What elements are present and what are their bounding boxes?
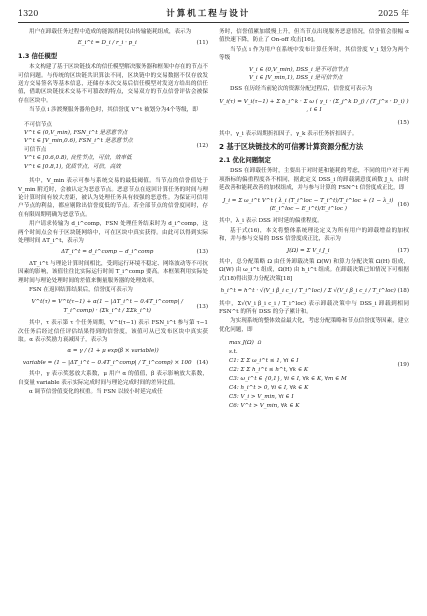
paragraph: 其中，γ_i 表示周期折扣因子，γ_k 表示任务折扣因子。 [219,131,358,138]
equation-12 [18,118,208,174]
equation-number: (15) [397,119,409,126]
paragraph: 当节点 i 作为用户在系统中发布计算任务时，其信誉度 V_i 划分为两个等级 [219,46,409,62]
constraint-c4: C4: h_i^t > 0, ∀i ∈ I, ∀k ∈ K [229,385,309,392]
case-row: V_i ∈ [V_min,1), DSS_i 是可信节点 [249,75,343,82]
constraint-c5: C5: V_i > V_min, ∀i ∈ I [229,394,294,401]
equation-number: (14) [196,359,208,366]
equation-body: ΔT_i^t = d_i^comp − d_i^comp [61,249,154,256]
case-row: V^t ∈ [0.6,0.8), 良性节点，可信，效率低 [24,155,132,162]
equation-15b [18,359,208,367]
paragraph: 用户在卸载任务过程中造成的能源消耗仅由传输能耗组成，表示为 [29,29,192,35]
equation-17 [219,247,409,255]
objective-subscript: Ω [257,341,262,347]
case-row: V^t ∈ [V_min,0.6), FSN_i^t 是恶意节点 [24,138,133,145]
subject-to: s.t. [229,349,238,356]
paragraph: α 调节信誉值变化的权重。当 FSN 以较小时延完成任 [29,389,163,396]
page-number: 1320 [18,8,39,18]
case-row: V_i ∈ (0,V_min), DSS_i 是不可信节点 [249,66,349,73]
equation-body: J_i = Σ ω_i^t V^t ( λ_i (T_i^loc − T_i^t)/T_i^loc + (1 − λ_i) (E_i^loc − E_i^t)/E_i^loc ) [223,197,394,212]
section-heading: 2 基于区块链技术的可信雾计算资源分配方法 [219,142,364,152]
equation-body: V^t(τ) = V^t(τ−1) + α(1 − |ΔT_i^t − 0.4T_i^comp| / T_i^comp) · (Σk_i^t / ΣΣk_i^t) [31,299,184,314]
paragraph: 当节点 i 涉渡聚服务器角色时，其信誉度 V^t 被划分为4个等级，即 [29,107,198,114]
equation-number: (12) [196,142,208,149]
right-column [219,28,409,416]
paragraph: 务时，信誉值累加缓慢上升，但当节点出现服务恶意情况，信誉值会很幅 α 值快速下降，防止了 On-off 攻击[16]。 [219,29,409,44]
subsection-heading: 2.1 优化问题制定 [219,155,271,164]
piecewise-cases [249,66,409,83]
equation-number: (19) [397,362,409,369]
paragraph: 用户请求传输为 d_i^comp，FSN 处理任务结束时为 d_i^comp，这两个时间点会有于区块链网络中，可在区块中真实获得。由此可以得到实际处理时间 ΔT_i^t，表示为 [18,221,208,244]
constraint-c3: C3: ω_i^t ∈ {0,1}, ∀i ∈ I, ∀k ∈ K, ∀m ∈ M [229,376,347,383]
equation-body: h_i^t = h^t · √(V_i β_i c_i / T_i^loc) / Σ √(V_i β_i c_i / T_i^loc) [220,288,396,295]
paragraph: 其中，τ 表示第 τ 个任务周期，V^t(τ−1) 表示 FSN_i^t 参与第 τ−1 次任务后经过信任评估结果得到的信誉度，该值可从已发布区块中真实获取。α 表示奖励力衰减因子，表示为 [18,320,208,343]
equation-18 [219,287,409,295]
paragraph: ΔT_i^t 与理论计算时间相比，受到运行环境不稳定、网络波动等不可抗因素的影响，该值往往比实际运行时间 T_i^comp 要高。本框架利用实际处理时间与理论处理时间的差值来衡量服务器的处理效率。 [18,260,208,284]
equation-15 [219,98,409,115]
paragraph: 本文构建了基于区块链技术的信任模型解决服务器和框架中存在的节点不可信问题。与传统的区块链共识算法不同，区块链中的交易数据不仅存放发送方交易签名等基本信息，还储存本次交易后信任模型对发送方给出的信任值，借助区块链技术交易不可篡改的特点，交易双方的节点信誉评估会被保存在区块中。 [18,64,209,104]
paragraph: 其中，V_min 表示可参与系统交易的最低阈值。当节点的信誉值处于 V_min 附近时，会被认定为恶意节点。恶意节点在返回计算任务的时间与理论计算时间有较大差距，被认为处理任务具有较强的恶意性。为保证可信用户节点的利益，都应剔除出信誉度低的节点。若全部节点的信誉度同时，存在有限周期明确为恶意节点。 [18,178,208,218]
equation-number: (17) [397,247,409,254]
equation-16 [219,197,409,214]
case-label: 不可信节点 [24,121,52,128]
equation-11 [18,39,208,47]
equation-number: (13) [196,303,208,310]
equation-14 [18,298,208,315]
equation-body: J(Ω) = Σ V_i J_i [287,247,330,254]
equation-number: (16) [397,201,409,208]
case-label: 可信节点 [24,146,47,153]
optimization-problem [229,339,347,411]
objective-text: max J(Ω) [229,340,254,347]
equation-number: (11) [196,40,208,47]
journal-title: 计算机工程与设计 [166,9,251,19]
equation-body: variable = (1 − |ΔT_i^t − 0.4T_i^comp| / T_i^comp) × 100 [22,359,192,366]
constraint-c2: C2: Σ Σ h_i^t ≤ h^t, ∀k ∈ K [229,367,309,374]
paragraph: DSS 在历经当前轮次的资源分配过程后，信誉度可表示为 [230,86,373,93]
paragraph: DSS 在卸载任务时，主要出于对时延和能耗的考虑，不同的用户对于两项指标的偏重程度各不相同，据此定义 DSS_i 的卸载满意度函数 J_i，由时延改善和能耗改善的加权组成，并与参与计算的 FSN^t 信誉度成正比，即 [219,168,409,192]
constraint-c6: C6: V^t > V_min, ∀k ∈ K [229,403,300,410]
equation-number-row [219,119,409,127]
equation-19 [219,337,409,413]
paragraph: 其中，γ 表示奖惩放大系数，μ 用户 α 的值值，β 表示影响放大系数，自变量 variable 表示实际完成时间与理论完成时间的差异比值。 [18,371,208,386]
equation-number: (18) [397,288,409,295]
equation-body: E_i^t = D_i / r_i · p_i [77,40,137,47]
publication-year: 2025 年 [378,8,409,18]
case-row: V^t ∈ [0.8,1), 优质节点，可信，高效 [24,163,121,170]
equation-number: (13) [196,249,208,256]
equation-body: V_i(τ) = V_i(τ−1) + Σ b_i^k · Σ ω ( γ_i · (Σ_j^k D_j) / (T_j^s · D_i) ) , i ∈ I [219,98,409,114]
paragraph: FSN 在返回结算结果后，信誉度可表示为 [29,286,133,293]
piecewise-cases [24,121,133,171]
constraint-c1: C1: Σ Σ ω_i^t ≤ 1, ∀i ∈ I [229,358,299,365]
left-column [18,28,208,397]
running-header [18,6,409,23]
objective [229,339,347,348]
paragraph: 其中，总分配策略 Ω 由任务卸载决策 Ω(W) 和算力分配决策 Ω(H) 组成，Ω(W) 由 ω_i^t 组成，Ω(H) 由 h_i^t 组成。在卸载决策已知情况下可根据式(18)得出算力分配决策[18] [219,258,409,282]
paragraph: 为实现系统的整体效益最大化，考虑分配策略和节点信誉度等因素，建立优化问题，即 [219,318,410,333]
paragraph: 其中，λ_i 表示 DSS 对时延的偏重程度。 [219,218,323,225]
case-row: V^t ∈ (0,V_min), FSN_i^t 是恶意节点 [24,130,128,137]
section-heading: 1.3 信任模型 [18,51,58,60]
paragraph: 其中，Σ√(V_i β_i c_i / T_i^loc) 表示卸载决策中与 DSS_i 卸载到相同 FSN^t 的所有 DSS 的分子累计和。 [219,300,409,315]
equation-15a [18,347,208,355]
equation-body: α = γ / (1 + μ exp(β × variable)) [67,348,159,355]
equation-13 [18,248,208,256]
paragraph: 基于式(16)，本文将整体系统理论定义为所有用户的卸载增益的加权和，并与参与交易的 DSS 信誉度成正比，表示为 [219,227,409,243]
